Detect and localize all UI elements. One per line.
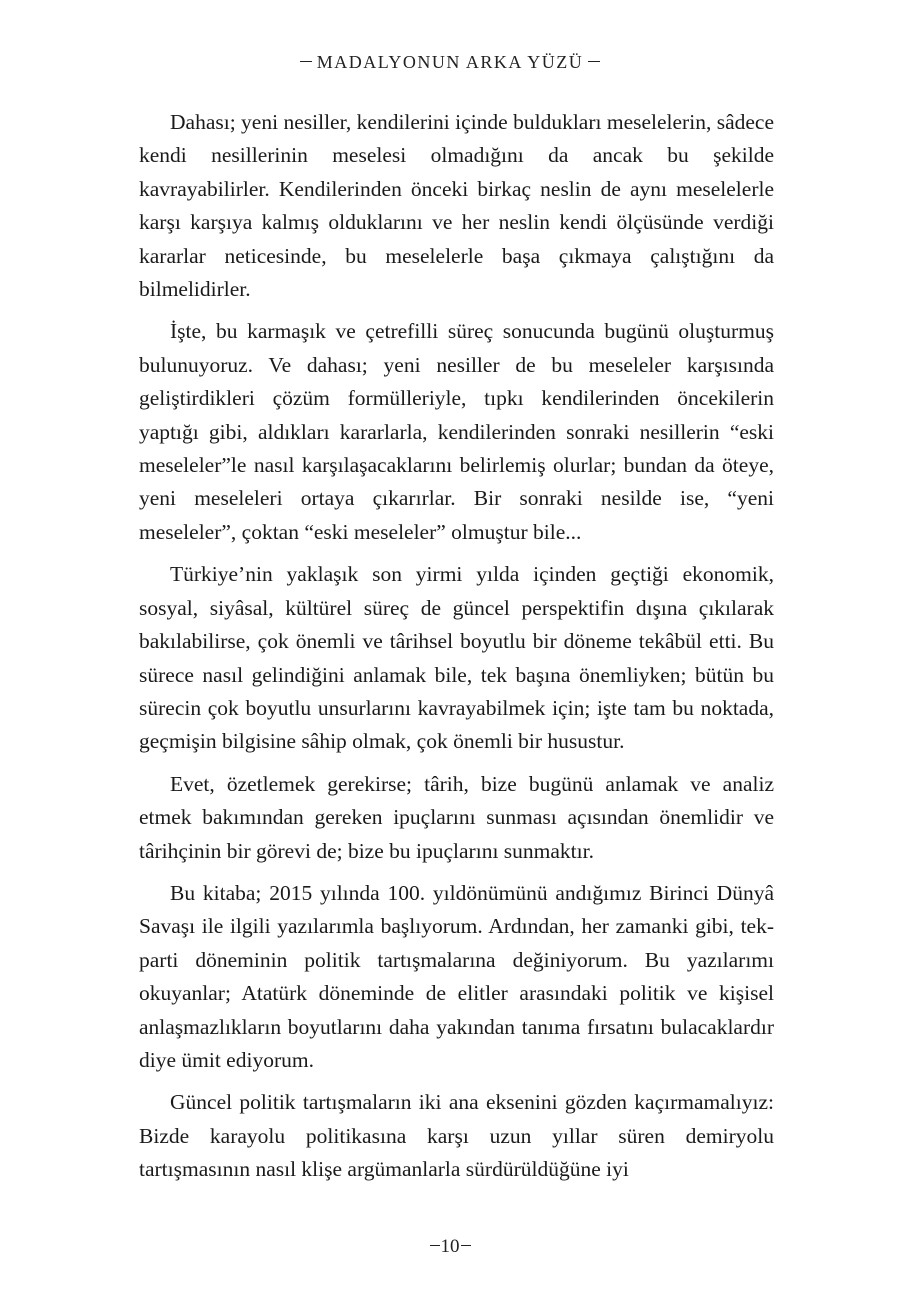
paragraph-4: Evet, özetlemek gerekirse; târih, bize bugünü anlamak ve analiz etmek bakımından gereken ipuçlarını sunması açısından önemlidir ve târihçinin bir görevi de; bize bu ipuçlarını sunmaktır. [139,771,774,863]
header-left-dash [300,61,312,62]
paragraph-5: Bu kitaba; 2015 yılında 100. yıldönümünü andığımız Birinci Dünyâ Savaşı ile ilgili yazılarımla başlıyorum. Ardından, her zamanki gibi, tek-parti döneminin politik tartışmalarına değiniyorum. Bu yazılarımı okuyanlar; Atatürk döneminde de elitler arasındaki politik ve kişisel anlaşmazlıkların boyutlarını daha yakından tanıma fırsatını bulacaklardır diye ümit ediyorum. [139,880,774,1072]
header-right-dash [588,61,600,62]
folio-right-dash [461,1245,471,1246]
paragraph-6: Güncel politik tartışmaların iki ana eksenini gözden kaçırmamalıyız: Bizde karayolu politikasına karşı uzun yıllar süren demiryolu tartışmasının nasıl klişe argümanlarla sürdürüldüğüne iyi [139,1090,774,1182]
page-number [0,1236,900,1258]
paragraph-3: Türkiye’nin yaklaşık son yirmi yılda içinden geçtiği ekonomik, sosyal, siyâsal, kültürel süreç de güncel perspektifin dışına çıkılarak bakılabilirse, çok önemli ve târihsel boyutlu bir döneme tekâbül etti. Bu sürece nasıl gelindiğini anlamak bile, tek başına önemliyken; bütün bu sürecin çok boyutlu unsurlarını kavrayabilmek için; işte tam bu noktada, geçmişin bilgisine sâhip olmak, çok önemli bir husustur. [139,562,774,754]
body-text [139,106,774,1196]
page-number-value: 10 [440,1236,460,1257]
paragraph-1: Dahası; yeni nesiller, kendilerini içinde buldukları meselelerin, sâdece kendi nesillerinin meselesi olmadığını da ancak bu şekilde kavrayabilirler. Kendilerinden önceki birkaç neslin de aynı meselelerle karşı karşıya kalmış olduklarını ve her neslin kendi ölçüsünde verdiği kararlar neticesinde, bu meselelerle başa çıkmaya çalıştığını da bilmelidirler. [139,110,774,302]
header-title: MADALYONUN ARKA YÜZÜ [316,52,584,72]
folio-left-dash [430,1245,440,1246]
paragraph-2: İşte, bu karmaşık ve çetrefilli süreç sonucunda bugünü oluşturmuş bulunuyoruz. Ve dahası; yeni nesiller de bu meseleler karşısında geliştirdikleri çözüm formülleriyle, tıpkı kendilerinden öncekilerin yaptığı gibi, aldıkları kararlarla, kendilerinden sonraki nesillerin “eski meseleler”le nasıl karşılaşacaklarını belirlemiş olurlar; bundan da öteye, yeni meseleleri ortaya çıkarırlar. Bir sonraki nesilde ise, “yeni meseleler”, çoktan “eski meseleler” olmuştur bile... [139,319,774,544]
running-header [0,52,900,73]
